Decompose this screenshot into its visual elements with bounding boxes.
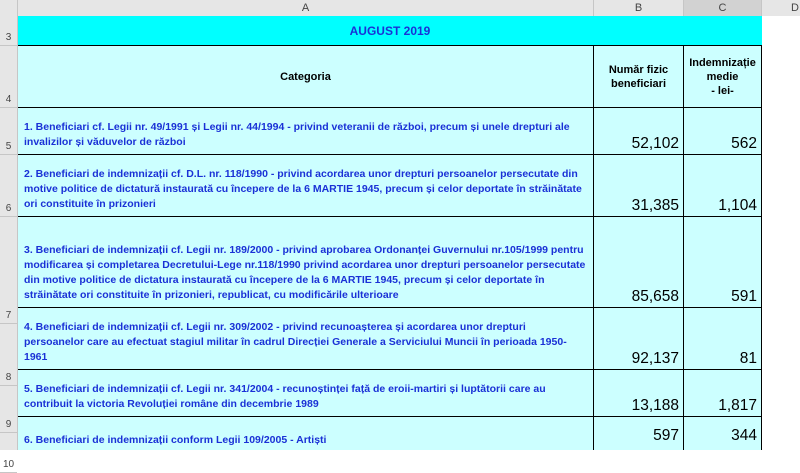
column-header-d[interactable]: D bbox=[791, 2, 799, 14]
table-row-4-allowance[interactable]: 81 bbox=[684, 308, 762, 370]
table-row-3-allowance[interactable]: 591 bbox=[684, 217, 762, 308]
header-allowance[interactable]: Indemnizație medie - lei- bbox=[684, 46, 762, 108]
table-row-2-category[interactable]: 2. Beneficiari de indemnizații cf. D.L. nr. 118/1990 - privind acordarea unor drepturi persoanelor persecutate din motive politice de dictatură instaurată cu începere de la 6 MARTIE 1945, precum și celor deportate în străinătate ori constituite în prizonieri bbox=[18, 155, 594, 217]
column-header-bar bbox=[0, 0, 800, 17]
table-row-1-beneficiaries[interactable]: 52,102 bbox=[594, 108, 684, 155]
table-row-6-allowance[interactable]: 344 bbox=[684, 417, 762, 450]
row-header-4[interactable]: 4 bbox=[0, 46, 17, 108]
table-row-6-category[interactable]: 6. Beneficiari de indemnizații conform Legii 109/2005 - Artiști bbox=[18, 417, 594, 450]
header-beneficiaries[interactable]: Număr fizic beneficiari bbox=[594, 46, 684, 108]
table-row-3-category[interactable]: 3. Beneficiari de indemnizații cf. Legii nr. 189/2000 - privind aprobarea Ordonanței Guvernului nr.105/1999 pentru modificarea și completarea Decretului-Lege nr.118/1990 privind acordarea unor drepturi persoanelor persecutate din motive politice de dictatura instaurată cu începere de la 6 MARTIE 1945, precum și celor deportate în străinătate ori constituite în prizonieri, republicat, cu modificările ulterioare bbox=[18, 217, 594, 308]
table-row-2-beneficiaries[interactable]: 31,385 bbox=[594, 155, 684, 217]
row-header-7[interactable]: 7 bbox=[0, 217, 17, 324]
row-header-9[interactable]: 9 bbox=[0, 386, 17, 433]
column-header-c[interactable]: C bbox=[684, 0, 762, 16]
column-header-a[interactable]: A bbox=[18, 0, 594, 16]
table-row-5-beneficiaries[interactable]: 13,188 bbox=[594, 370, 684, 417]
column-header-b[interactable]: B bbox=[594, 0, 684, 16]
row-header-6[interactable]: 6 bbox=[0, 155, 17, 217]
row-header-3[interactable]: 3 bbox=[0, 16, 17, 46]
table-row-3-beneficiaries[interactable]: 85,658 bbox=[594, 217, 684, 308]
header-category[interactable]: Categoria bbox=[18, 46, 594, 108]
table-row-1-allowance[interactable]: 562 bbox=[684, 108, 762, 155]
select-all-corner[interactable] bbox=[0, 0, 18, 16]
column-d-empty[interactable] bbox=[762, 16, 800, 450]
table-row-2-allowance[interactable]: 1,104 bbox=[684, 155, 762, 217]
table-row-5-allowance[interactable]: 1,817 bbox=[684, 370, 762, 417]
row-header-5[interactable]: 5 bbox=[0, 108, 17, 155]
table-row-4-category[interactable]: 4. Beneficiari de indemnizații cf. Legii nr. 309/2002 - privind recunoașterea și acordarea unor drepturi persoanelor care au efectuat stagiul militar în cadrul Direcției Generale a Serviciului Muncii în perioada 1950-1961 bbox=[18, 308, 594, 370]
table-row-6-beneficiaries[interactable]: 597 bbox=[594, 417, 684, 450]
table-row-4-beneficiaries[interactable]: 92,137 bbox=[594, 308, 684, 370]
row-header-8[interactable]: 8 bbox=[0, 324, 17, 386]
row-header-10[interactable]: 10 bbox=[0, 433, 17, 473]
table-row-1-category[interactable]: 1. Beneficiari cf. Legii nr. 49/1991 și Legii nr. 44/1994 - privind veteranii de război, precum și unele drepturi ale invalizilor și văduvelor de război bbox=[18, 108, 594, 155]
table-title[interactable]: AUGUST 2019 bbox=[18, 16, 762, 46]
table-row-5-category[interactable]: 5. Beneficiari de indemnizații cf. Legii nr. 341/2004 - recunoștinței față de eroii-martiri și luptătorii care au contribuit la victoria Revoluției române din decembrie 1989 bbox=[18, 370, 594, 417]
row-header-bar bbox=[0, 16, 18, 470]
